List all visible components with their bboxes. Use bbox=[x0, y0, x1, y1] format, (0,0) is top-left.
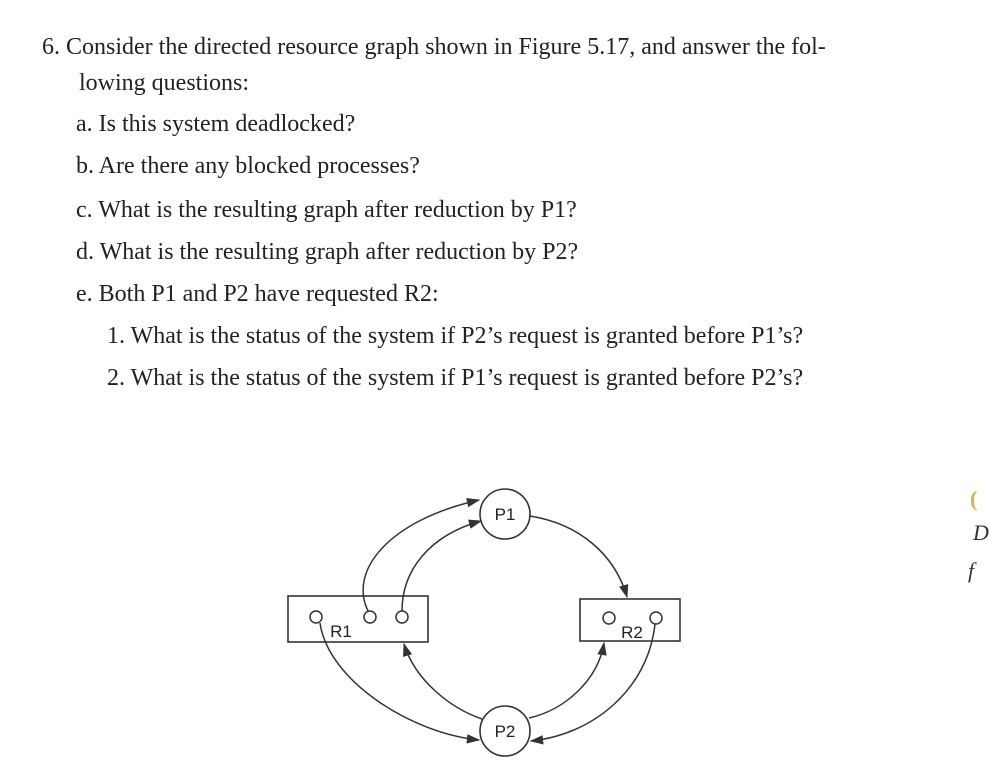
edge-p1-to-r2 bbox=[530, 516, 627, 597]
label-p1: P1 bbox=[494, 505, 516, 524]
cutoff-fragment-1: ( bbox=[970, 486, 978, 511]
question-c: c. What is the resulting graph after reduction by P1? bbox=[76, 197, 577, 223]
cutoff-fragment-3: f bbox=[968, 558, 975, 583]
question-b: b. Are there any blocked processes? bbox=[76, 153, 420, 179]
question-d: d. What is the resulting graph after reduction by P2? bbox=[76, 239, 579, 265]
label-r1: R1 bbox=[330, 622, 352, 641]
question-line-1: 6. Consider the directed resource graph shown in Figure 5.17, and answer the fol- bbox=[42, 34, 826, 60]
edge-p2-to-r2 bbox=[529, 643, 604, 718]
edge-p2-to-r1 bbox=[404, 644, 482, 719]
label-p2: P2 bbox=[494, 722, 516, 741]
question-line-2: lowing questions: bbox=[79, 70, 250, 96]
label-r2: R2 bbox=[621, 623, 643, 642]
edge-r1-to-p1-inner bbox=[402, 521, 481, 611]
cutoff-fragment-2: D bbox=[973, 520, 989, 545]
r1-instance-2 bbox=[364, 611, 376, 623]
question-e: e. Both P1 and P2 have requested R2: bbox=[76, 281, 439, 307]
question-a: a. Is this system deadlocked? bbox=[76, 111, 356, 137]
edge-r1-to-p1-outer bbox=[363, 500, 479, 611]
r1-instance-1 bbox=[310, 611, 322, 623]
r2-instance-2 bbox=[650, 612, 662, 624]
r1-instance-3 bbox=[396, 611, 408, 623]
question-e-1: 1. What is the status of the system if P2’s request is granted before P1’s? bbox=[107, 323, 804, 349]
question-e-2: 2. What is the status of the system if P1’s request is granted before P2’s? bbox=[107, 365, 804, 391]
r2-instance-1 bbox=[603, 612, 615, 624]
